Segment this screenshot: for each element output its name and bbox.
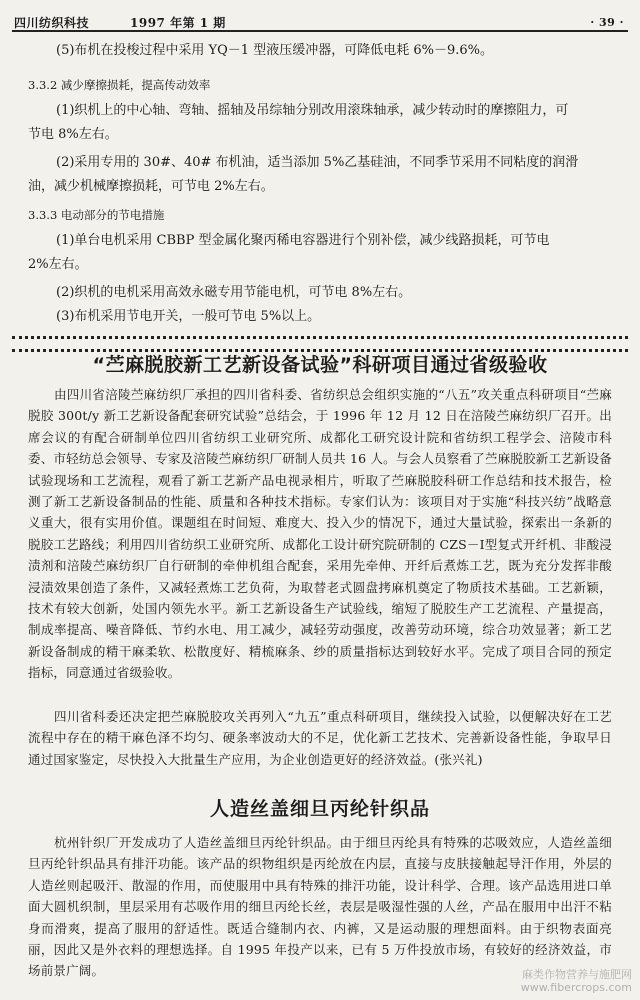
article-paragraph: 四川省科委还决定把苎麻脱胶攻关再列入“九五”重点科研项目，继续投入试验，以便解决好在工艺流程中存在的精干麻色泽不均匀、硬条率波动大的不足，优化新工艺技术、完善新设备性能，争取早日通过国家鉴定，尽快投入大批量生产应用，为企业创造更好的经济效益。(张兴礼) bbox=[28, 709, 612, 767]
section-heading: 3.3.2 减少摩擦损耗，提高传动效率 bbox=[28, 78, 211, 92]
article-paragraph: 由四川省涪陵苎麻纺织厂承担的四川省科委、省纺织总会组织实施的“八五”攻关重点科研项目“苎麻脱胶 300t/y 新工艺新设备配套研究试验”总结会，于 1996 年 12 月 12 日在涪陵苎麻纺织厂召开。出席会议的有配合研制单位四川省纺织工业研究所、成都化工研究设计院和省纺织工程学会、涪陵市科委、市轻纺总会领导、专家及涪陵苎麻纺织厂研制人员共 16 人。与会人员察看了苎麻脱胶新工艺新设备试验现场和工艺流程，观看了新工艺新产品电视录相片，听取了苎麻脱胶科研工作总结和技术报告，检测了新工艺新设备制品的性能、质量和各种技术指标。专家们认为：该项目对于实施“科技兴纺”战略意义重大，很有实用价值。课题组在时间短、难度大、投入少的情况下，通过大量试验，探索出一条新的脱胶工艺路线；利用四川省纺织工业研究所、成都化工设计研究院研制的 CZS－Ⅰ型复式开纤机、非酸浸渍剂和涪陵苎麻纺织厂自行研制的牵伸机组合配套，采用先牵伸、开纤后煮炼工艺，既为充分发挥非酸浸渍效果创造了条件，又减轻煮炼工艺负荷，为取替老式圆盘拷麻机奠定了物质技术基础。工艺新颖，技术有较大创新，处国内领先水平。新工艺新设备生产试验线，缩短了脱胶生产工艺流程、产量提高，制成率提高、噪音降低、节约水电、用工减少，减轻劳动强度，改善劳动环境，综合功效显著；新工艺新设备制成的精干麻柔软、松散度好、精梳麻条、纱的质量指标达到较好水平。完成了项目合同的预定指标，同意通过省级验收。 bbox=[28, 387, 612, 681]
text-line: 节电 8%左右。 bbox=[28, 127, 118, 142]
page-number: · 39 · bbox=[590, 16, 624, 29]
article-title: 人造丝盖细旦丙纶针织品 bbox=[209, 798, 430, 820]
text-line: (2)织机的电机采用高效永磁专用节能电机，可节电 8%左右。 bbox=[56, 285, 412, 300]
watermark-line: 麻类作物营养与施肥网 bbox=[522, 968, 632, 981]
issue-label: 1997 年第 1 期 bbox=[130, 16, 226, 30]
text-line: (1)织机上的中心轴、弯轴、摇轴及吊综轴分别改用滚珠轴承，减少转动时的摩擦阻力，可 bbox=[56, 103, 569, 118]
running-header bbox=[12, 10, 628, 30]
text-line: 油，减少机械摩擦损耗，可节电 2%左右。 bbox=[28, 179, 274, 194]
text-line: (5)布机在投梭过程中采用 YQ－1 型液压缓冲器，可降低电耗 6%－9.6%。 bbox=[56, 43, 493, 58]
site-watermark bbox=[521, 968, 632, 994]
text-line: (2)采用专用的 30#、40# 布机油，适当添加 5%乙基硅油，不同季节采用不同粘度的润滑 bbox=[56, 155, 579, 170]
text-line: 2%左右。 bbox=[28, 257, 88, 272]
section-heading: 3.3.3 电动部分的节电措施 bbox=[28, 208, 165, 222]
text-line: (1)单台电机采用 CBBP 型金属化聚丙稀电容器进行个别补偿，减少线路损耗，可节电 bbox=[56, 233, 550, 248]
watermark-line: www.fibercrops.com bbox=[520, 981, 632, 994]
header-rule bbox=[12, 30, 628, 32]
journal-name: 四川纺织科技 bbox=[14, 16, 90, 30]
article-paragraph: 杭州针织厂开发成功了人造丝盖细旦丙纶针织品。由于细旦丙纶具有特殊的芯吸效应，人造丝盖细旦丙纶针织品具有排汗功能。该产品的织物组织是丙纶放在内层，直接与皮肤接触起导汗作用，外层的人造丝则起吸汗、散湿的作用，而使服用中具有特殊的排汗功能，设计科学、合理。该产品选用进口单面大圆机织制，里层采用有芯吸作用的细旦丙纶长丝，表层是吸湿性强的人丝，产品在服用中出汗不粘身而滑爽，提高了服用的舒适性。既适合缝制内衣、内裤，又是运动服的理想面料。由于织物表面亮丽，因此又是外衣料的理想选择。自 1995 年投产以来，已有 5 万件投放市场，有较好的经济效益，市场前景广阔。 bbox=[28, 835, 612, 979]
article-title: “苎麻脱胶新工艺新设备试验”科研项目通过省级验收 bbox=[92, 354, 548, 376]
text-line: (3)布机采用节电开关，一般可节电 5%以上。 bbox=[56, 309, 321, 324]
